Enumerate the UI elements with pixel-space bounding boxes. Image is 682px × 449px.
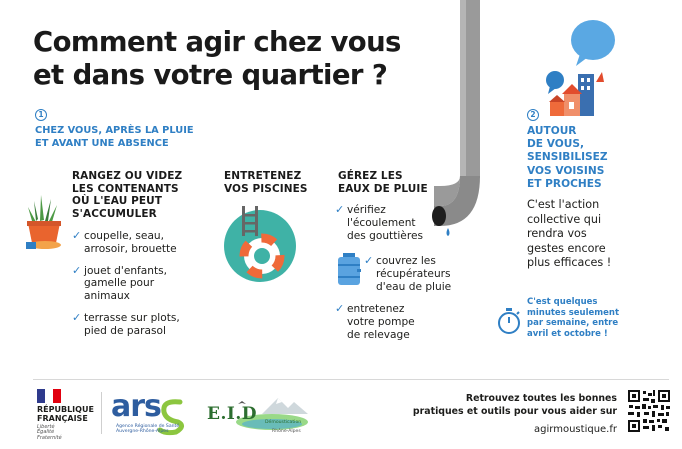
section2-heading-line-3: SENSIBILISEZ: [527, 151, 608, 164]
list-item: [72, 265, 202, 303]
stopwatch-icon: [496, 307, 522, 335]
list-item-line: arrosoir, brouette: [84, 242, 177, 255]
page-title: [33, 26, 453, 92]
republique-line-2: FRANÇAISE: [37, 414, 88, 423]
section1-number: 1: [35, 109, 47, 121]
column1-list: [72, 230, 202, 347]
list-item-line: récupérateurs: [376, 267, 451, 280]
footer-callout: [413, 393, 617, 418]
republique-francaise: [37, 405, 94, 423]
neighbourhood-houses-icon: [540, 18, 620, 116]
column3-heading-line-2: EAUX DE PLUIE: [338, 182, 428, 195]
list-item: [335, 204, 445, 242]
list-item: [72, 312, 202, 338]
check-icon: ✓: [72, 229, 82, 242]
section2-note-line-3: par semaine, entre: [527, 318, 619, 329]
list-item-line: gamelle pour: [84, 277, 155, 290]
footer-separator: [101, 392, 102, 434]
ars-subtitle-line-2: Auvergne-Rhône-Alpes: [116, 429, 169, 434]
column1-heading-line-1: RANGEZ OU VIDEZ: [72, 170, 183, 182]
list-item-line: jouet d'enfants,: [84, 264, 168, 277]
list-item-line: l'écoulement: [347, 216, 416, 229]
section1-heading: [35, 125, 194, 150]
motto-line-3: Fraternité: [37, 434, 62, 441]
column1-heading-line-4: S'ACCUMULER: [72, 207, 157, 220]
column3-list-a: [335, 204, 445, 251]
list-item-line: terrasse sur plots,: [84, 311, 180, 324]
list-item-line: pied de parasol: [84, 324, 166, 337]
section2-heading-line-4: VOS VOISINS: [527, 164, 605, 177]
list-item: [72, 230, 202, 256]
footer-callout-line-2: pratiques et outils pour vous aider sur: [412, 405, 617, 417]
column1-heading: [72, 170, 182, 220]
ars-subtitle-line-1: Agence Régionale de Santé: [116, 424, 180, 429]
column3-heading: [338, 170, 428, 195]
qr-code-icon[interactable]: [626, 388, 672, 434]
rain-barrel-icon: [336, 252, 362, 288]
section2-body-line-1: C'est l'action: [527, 198, 600, 211]
list-item-line: d'eau de pluie: [376, 280, 452, 293]
section1-heading-line-1: CHEZ VOUS, APRÈS LA PLUIE: [35, 125, 194, 136]
section2-body-line-3: rendra vos: [527, 227, 587, 240]
list-item-line: vérifiez: [347, 204, 386, 216]
column1-heading-line-2: LES CONTENANTS: [72, 182, 179, 195]
list-item-line: coupelle, seau,: [84, 230, 165, 242]
plant-pot-icon: [24, 193, 66, 251]
list-item-line: des gouttières: [347, 229, 423, 242]
ars-subtitle: [116, 424, 179, 434]
section2-note-line-1: C'est quelques: [527, 297, 598, 307]
list-item-line: animaux: [84, 290, 130, 303]
eid-subtitle: Démoustication: [265, 420, 302, 425]
marianne-logo-icon: [37, 389, 61, 403]
section2-note: [527, 297, 627, 339]
section2-heading-line-2: DE VOUS,: [527, 138, 584, 151]
column3-heading-line-1: GÉREZ LES: [338, 170, 403, 182]
section2-body-line-4: gestes encore: [527, 241, 606, 255]
section2-note-line-2: minutes seulement: [527, 307, 620, 318]
title-line-1: Comment agir chez vous: [33, 26, 401, 58]
section2-body-line-5: plus efficaces !: [527, 256, 612, 269]
republique-line-1: RÉPUBLIQUE: [37, 405, 94, 414]
section2-number: 2: [527, 109, 539, 121]
list-item: [364, 255, 464, 293]
list-item-line: couvrez les: [376, 255, 436, 267]
section2-body-line-2: collective qui: [527, 212, 602, 226]
motto-line-1: Liberté: [37, 424, 55, 430]
website-link[interactable]: agirmoustique.fr: [534, 424, 617, 435]
list-item-line: de relevage: [347, 328, 410, 341]
column2-heading-line-1: ENTRETENEZ: [224, 170, 302, 182]
column3-list-b: [364, 255, 464, 302]
column3-list-c: [335, 303, 445, 350]
list-item-line: entretenez: [347, 303, 405, 315]
footer-callout-line-1: Retrouvez toutes les bonnes: [465, 393, 617, 404]
republique-motto: [37, 425, 62, 441]
section1-heading-line-2: ET AVANT UNE ABSENCE: [35, 137, 169, 149]
eid-region: Rhône-Alpes: [272, 429, 301, 434]
title-line-2: et dans votre quartier ?: [33, 59, 388, 91]
motto-line-2: Égalité: [37, 429, 55, 436]
column2-heading: [224, 170, 308, 195]
check-icon: ✓: [335, 203, 345, 216]
column1-heading-line-3: OÙ L'EAU PEUT: [72, 195, 163, 208]
list-item-line: votre pompe: [347, 315, 415, 328]
check-icon: ✓: [72, 263, 82, 277]
pool-icon: [218, 204, 302, 284]
section2-heading: [527, 125, 608, 191]
column2-heading-line-2: VOS PISCINES: [224, 182, 308, 195]
check-icon: ✓: [335, 302, 345, 315]
section2-note-line-4: avril et octobre !: [527, 328, 608, 339]
check-icon: ✓: [72, 310, 82, 324]
footer-divider: [33, 379, 669, 380]
section2-heading-line-5: ET PROCHES: [527, 177, 602, 190]
check-icon: ✓: [364, 254, 374, 267]
eid-logo: E.I.D: [207, 404, 257, 424]
section2-heading-line-1: AUTOUR: [527, 125, 577, 137]
list-item: [335, 303, 445, 341]
section2-body: [527, 198, 647, 271]
ars-logo: ars: [111, 389, 161, 424]
